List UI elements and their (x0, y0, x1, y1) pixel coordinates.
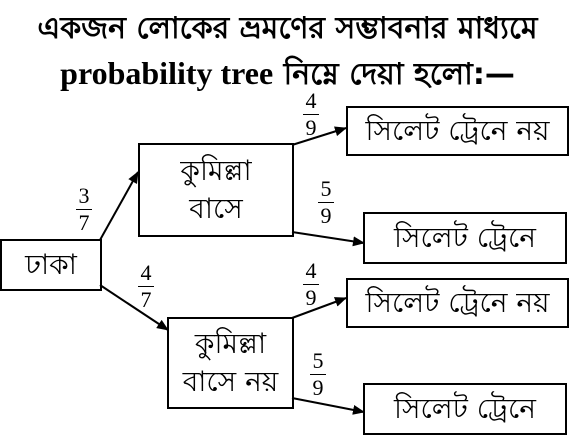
title-bengali-text: নিম্নে দেয়া হলো:— (283, 57, 515, 92)
node-branch-bottom-line-2: বাসে নয় (182, 365, 279, 398)
node-branch-top-line-1: কুমিল্লা (180, 154, 252, 188)
prob-bottom-leaf-b-den: 9 (312, 375, 324, 400)
title-english-term: probability tree (60, 55, 274, 91)
prob-top-leaf-b-den: 9 (320, 203, 332, 228)
leaf-bottom-b: সিলেট ট্রেনে (363, 383, 567, 435)
node-branch-top-line-2: বাসে (189, 192, 243, 225)
prob-bottom-leaf-a (303, 260, 319, 309)
prob-top-leaf-b-num: 5 (320, 176, 332, 201)
node-branch-top (138, 143, 294, 237)
arrow-bottom-to-leaf-3 (292, 298, 346, 318)
leaf-top-b: সিলেট ট্রেনে (363, 212, 567, 264)
arrow-top-to-leaf-2 (292, 232, 364, 243)
prob-root-bottom-num: 4 (140, 260, 152, 285)
prob-root-bottom-den: 7 (140, 287, 152, 312)
arrow-bottom-to-leaf-4 (292, 398, 364, 412)
prob-root-top-num: 3 (78, 183, 90, 208)
arrow-root-to-top (100, 172, 138, 240)
prob-top-leaf-b (318, 178, 334, 227)
arrow-top-to-leaf-1 (292, 128, 346, 145)
arrow-root-to-bottom (100, 285, 168, 330)
node-branch-bottom-line-1: কুমিল্লা (194, 327, 267, 361)
prob-top-leaf-a (303, 90, 319, 139)
node-root: ঢাকা (0, 239, 102, 291)
prob-bottom-leaf-a-num: 4 (305, 258, 317, 283)
prob-root-top (76, 185, 92, 234)
leaf-bottom-a: সিলেট ট্রেনে নয় (346, 278, 569, 328)
node-branch-bottom (167, 317, 294, 409)
leaf-top-a: সিলেট ট্রেনে নয় (346, 106, 569, 156)
prob-bottom-leaf-b-num: 5 (312, 348, 324, 373)
prob-root-bottom (138, 262, 154, 311)
prob-bottom-leaf-b (310, 350, 326, 399)
title-line-1: একজন লোকের ভ্রমণের সম্ভাবনার মাধ্যমে (37, 11, 538, 46)
prob-bottom-leaf-a-den: 9 (305, 285, 317, 310)
prob-top-leaf-a-den: 9 (305, 115, 317, 140)
prob-root-top-den: 7 (78, 210, 90, 235)
prob-top-leaf-a-num: 4 (305, 88, 317, 113)
